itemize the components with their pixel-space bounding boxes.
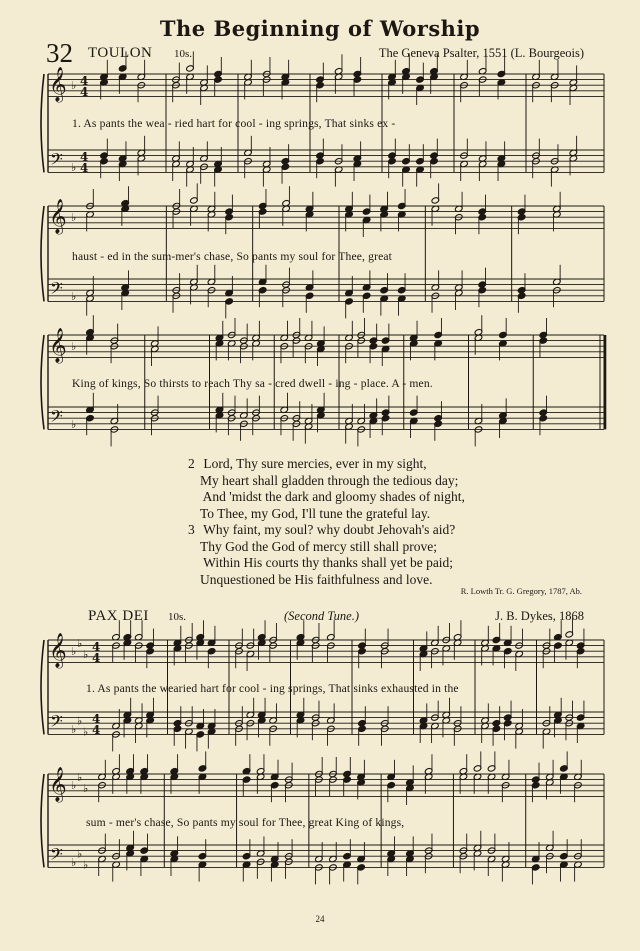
treble-clef: 𝄞 (49, 199, 67, 234)
tune-name-2: PAX DEI (88, 608, 149, 624)
time-signature: 4 (92, 640, 101, 654)
key-flat: ♭ (77, 770, 83, 784)
tune-name: TOULON (88, 45, 153, 61)
brace (41, 640, 44, 734)
page-title: The Beginning of Worship (159, 16, 481, 41)
bass-clef: 𝄢 (50, 844, 63, 868)
verse-line: 2 Lord, Thy sure mercies, ever in my sight, (188, 456, 427, 471)
key-flat: ♭ (71, 79, 77, 93)
hymn-number: 32 (46, 38, 73, 68)
composer-credit: The Geneva Psalter, 1551 (L. Bourgeois) (378, 46, 584, 60)
key-flat: ♭ (77, 636, 83, 650)
verse-line: Within His courts thy thanks shall yet be paid; (203, 555, 454, 570)
second-tune-label: (Second Tune.) (284, 609, 359, 623)
lyric-line: 1. As pants the wea - ried hart for cool - ing springs, That sinks ex - (72, 117, 396, 130)
time-signature: 4 (80, 150, 89, 164)
key-flat: ♭ (77, 847, 83, 861)
brace (41, 335, 44, 429)
verse-line: Unquestioned be His faithfulness and love. (200, 571, 433, 587)
time-signature: 4 (80, 85, 89, 99)
key-flat: ♭ (83, 725, 89, 739)
key-flat: ♭ (77, 714, 83, 728)
meter-2: 10s. (168, 611, 187, 623)
key-flat: ♭ (71, 779, 77, 793)
key-flat: ♭ (71, 160, 77, 174)
time-signature: 4 (92, 723, 101, 737)
composer-credit-2: J. B. Dykes, 1868 (495, 609, 584, 623)
lyric-line: sum - mer's chase, So pants my soul for Thee, great King of kings, (86, 816, 405, 829)
treble-clef: 𝄞 (49, 328, 67, 363)
key-flat: ♭ (83, 648, 89, 661)
lyric-line: 1. As pants the wearied hart for cool - ing springs, That sinks exhausted in the (86, 682, 459, 695)
verse-line: My heart shall gladden through the tedious day; (200, 472, 459, 488)
key-flat: ♭ (71, 211, 77, 225)
bass-clef: 𝄢 (50, 278, 63, 302)
verse-line: And 'midst the dark and gloomy shades of night, (202, 489, 465, 504)
verse-line: Thy God the God of mercy still shall prove; (200, 538, 437, 554)
key-flat: ♭ (83, 858, 89, 872)
key-flat: ♭ (71, 289, 77, 303)
time-signature: 4 (80, 74, 89, 88)
key-flat: ♭ (71, 722, 77, 736)
key-flat: ♭ (71, 340, 77, 354)
bass-clef: 𝄢 (50, 149, 63, 173)
time-signature: 4 (92, 712, 101, 726)
lyric-line: haust - ed in the sum-mer's chase, So pants my soul for Thee, great (72, 250, 393, 263)
brace (41, 774, 44, 867)
bass-clef: 𝄢 (50, 711, 63, 735)
bass-clef: 𝄢 (50, 406, 63, 430)
key-flat: ♭ (71, 417, 77, 431)
key-flat: ♭ (71, 645, 77, 659)
brace (41, 74, 44, 172)
lyric-line: King of kings, So thirsts to reach Thy sa - cred dwell - ing - place. A - men. (72, 377, 433, 390)
treble-clef: 𝄞 (49, 633, 67, 668)
time-signature: 4 (92, 651, 101, 665)
treble-clef: 𝄞 (49, 767, 67, 802)
key-flat: ♭ (83, 782, 89, 795)
page-number: 24 (315, 914, 325, 924)
verses (188, 456, 465, 588)
verse-line: To Thee, my God, I'll tune the grateful lay. (200, 505, 431, 521)
time-signature: 4 (80, 161, 89, 175)
key-flat: ♭ (71, 855, 77, 869)
verse-line: 3 Why faint, my soul? why doubt Jehovah's aid? (188, 522, 456, 537)
text-attribution: R. Lowth Tr. G. Gregory, 1787, Ab. (460, 586, 582, 596)
meter: 10s. (174, 48, 193, 60)
brace (41, 206, 44, 301)
treble-clef: 𝄞 (49, 67, 67, 102)
